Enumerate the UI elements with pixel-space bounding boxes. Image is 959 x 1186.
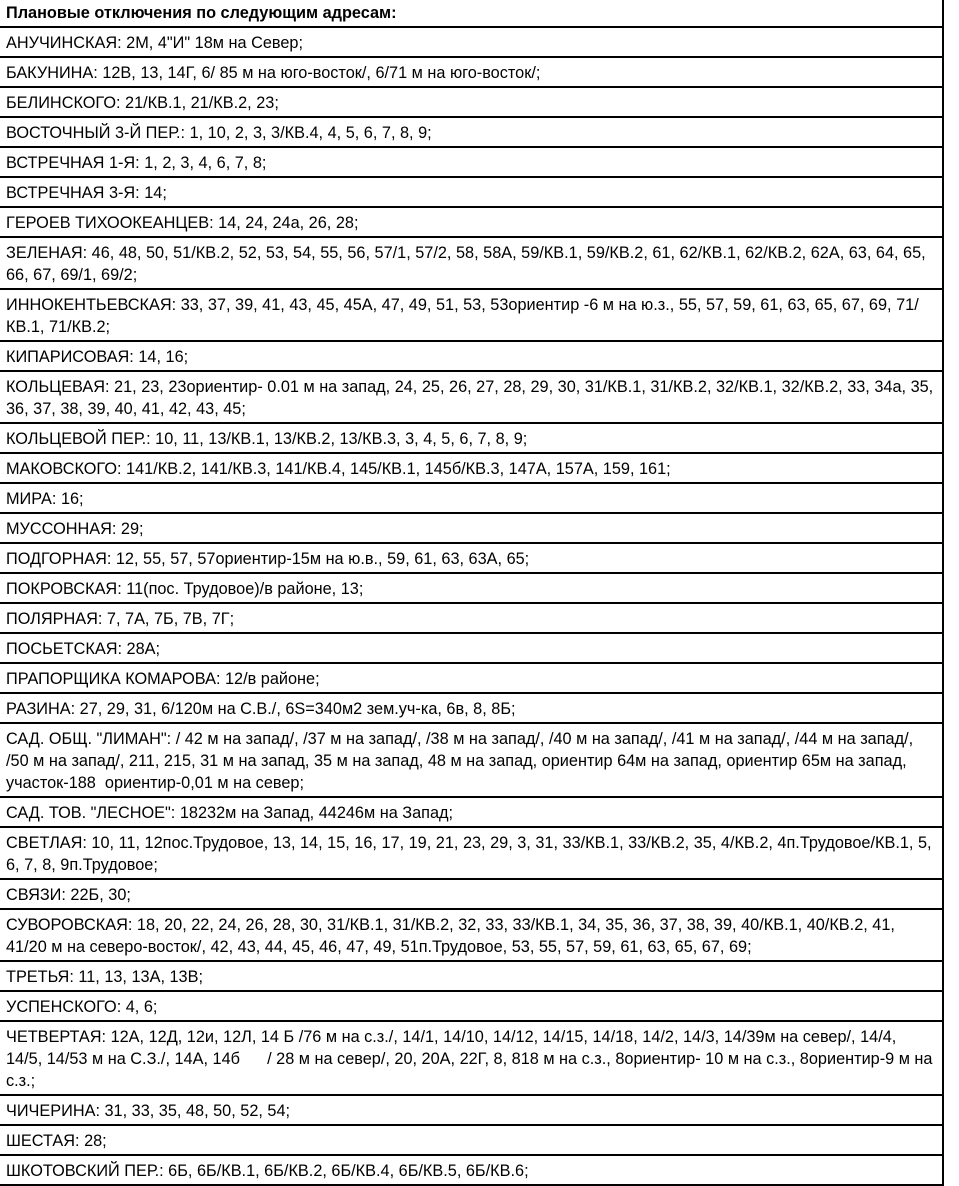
address-row: ИННОКЕНТЬЕВСКАЯ: 33, 37, 39, 41, 43, 45, 45А, 47, 49, 51, 53, 53ориентир -6 м на ю.з., 55, 57, 59, 61, 63, 65, 67, 69, 71/КВ.1, 71/КВ.2;: [0, 290, 942, 342]
address-row: ПОКРОВСКАЯ: 11(пос. Трудовое)/в районе, 13;: [0, 574, 942, 604]
address-rows: [0, 28, 942, 1186]
address-row: КИПАРИСОВАЯ: 14, 16;: [0, 342, 942, 372]
address-row: ВСТРЕЧНАЯ 3-Я: 14;: [0, 178, 942, 208]
address-row: САД. ОБЩ. "ЛИМАН": / 42 м на запад/, /37 м на запад/, /38 м на запад/, /40 м на запад/, /41 м на запад/, /44 м на запад/, /50 м на запад/, 211, 215, 31 м на запад, 35 м на запад, 48 м на запад, ориентир 64м на запад, ориентир 65м на запад, участок-188 ориентир-0,01 м на север;: [0, 724, 942, 798]
address-row: УСПЕНСКОГО: 4, 6;: [0, 992, 942, 1022]
address-row: ЧИЧЕРИНА: 31, 33, 35, 48, 50, 52, 54;: [0, 1096, 942, 1126]
address-row: ПОЛЯРНАЯ: 7, 7А, 7Б, 7В, 7Г;: [0, 604, 942, 634]
address-row: ШКОТОВСКИЙ ПЕР.: 6Б, 6Б/КВ.1, 6Б/КВ.2, 6Б/КВ.4, 6Б/КВ.5, 6Б/КВ.6;: [0, 1156, 942, 1186]
address-row: КОЛЬЦЕВОЙ ПЕР.: 10, 11, 13/КВ.1, 13/КВ.2, 13/КВ.3, 3, 4, 5, 6, 7, 8, 9;: [0, 424, 942, 454]
address-row: СУВОРОВСКАЯ: 18, 20, 22, 24, 26, 28, 30, 31/КВ.1, 31/КВ.2, 32, 33, 33/КВ.1, 34, 35, 36, 37, 38, 39, 40/КВ.1, 40/КВ.2, 41, 41/20 м на северо-восток/, 42, 43, 44, 45, 46, 47, 49, 51п.Трудовое, 53, 55, 57, 59, 61, 63, 65, 67, 69;: [0, 910, 942, 962]
address-row: ЗЕЛЕНАЯ: 46, 48, 50, 51/КВ.2, 52, 53, 54, 55, 56, 57/1, 57/2, 58, 58А, 59/КВ.1, 59/КВ.2, 61, 62/КВ.1, 62/КВ.2, 62А, 63, 64, 65, 66, 67, 69/1, 69/2;: [0, 238, 942, 290]
address-row: МУССОННАЯ: 29;: [0, 514, 942, 544]
address-row: БЕЛИНСКОГО: 21/КВ.1, 21/КВ.2, 23;: [0, 88, 942, 118]
address-row: МАКОВСКОГО: 141/КВ.2, 141/КВ.3, 141/КВ.4, 145/КВ.1, 145б/КВ.3, 147А, 157А, 159, 161;: [0, 454, 942, 484]
address-row: ВСТРЕЧНАЯ 1-Я: 1, 2, 3, 4, 6, 7, 8;: [0, 148, 942, 178]
address-row: МИРА: 16;: [0, 484, 942, 514]
address-row: СВЯЗИ: 22Б, 30;: [0, 880, 942, 910]
address-row: ШЕСТАЯ: 28;: [0, 1126, 942, 1156]
address-row: РАЗИНА: 27, 29, 31, 6/120м на С.В./, 6S=340м2 зем.уч-ка, 6в, 8, 8Б;: [0, 694, 942, 724]
address-row: САД. ТОВ. "ЛЕСНОЕ": 18232м на Запад, 44246м на Запад;: [0, 798, 942, 828]
address-row: ПРАПОРЩИКА КОМАРОВА: 12/в районе;: [0, 664, 942, 694]
address-row: ПОСЬЕТСКАЯ: 28А;: [0, 634, 942, 664]
address-row: ЧЕТВЕРТАЯ: 12А, 12Д, 12и, 12Л, 14 Б /76 м на с.з./, 14/1, 14/10, 14/12, 14/15, 14/18, 14/2, 14/3, 14/39м на север/, 14/4, 14/5, 14/53 м на С.З./, 14А, 14б / 28 м на север/, 20, 20А, 22Г, 8, 818 м на с.з., 8ориентир- 10 м на с.з., 8ориентир-9 м на с.з.;: [0, 1022, 942, 1096]
address-row: КОЛЬЦЕВАЯ: 21, 23, 23ориентир- 0.01 м на запад, 24, 25, 26, 27, 28, 29, 30, 31/КВ.1, 31/КВ.2, 32/КВ.1, 32/КВ.2, 33, 34а, 35, 36, 37, 38, 39, 40, 41, 42, 43, 45;: [0, 372, 942, 424]
address-row: БАКУНИНА: 12В, 13, 14Г, 6/ 85 м на юго-восток/, 6/71 м на юго-восток/;: [0, 58, 942, 88]
address-row: ГЕРОЕВ ТИХООКЕАНЦЕВ: 14, 24, 24а, 26, 28;: [0, 208, 942, 238]
address-row: ВОСТОЧНЫЙ 3-Й ПЕР.: 1, 10, 2, 3, 3/КВ.4, 4, 5, 6, 7, 8, 9;: [0, 118, 942, 148]
table-header: Плановые отключения по следующим адресам:: [0, 0, 942, 28]
address-row: ПОДГОРНАЯ: 12, 55, 57, 57ориентир-15м на ю.в., 59, 61, 63, 63А, 65;: [0, 544, 942, 574]
address-row: АНУЧИНСКАЯ: 2М, 4"И" 18м на Север;: [0, 28, 942, 58]
address-row: СВЕТЛАЯ: 10, 11, 12пос.Трудовое, 13, 14, 15, 16, 17, 19, 21, 23, 29, 3, 31, 33/КВ.1, 33/КВ.2, 35, 4/КВ.2, 4п.Трудовое/КВ.1, 5, 6, 7, 8, 9п.Трудовое;: [0, 828, 942, 880]
address-row: ТРЕТЬЯ: 11, 13, 13А, 13В;: [0, 962, 942, 992]
